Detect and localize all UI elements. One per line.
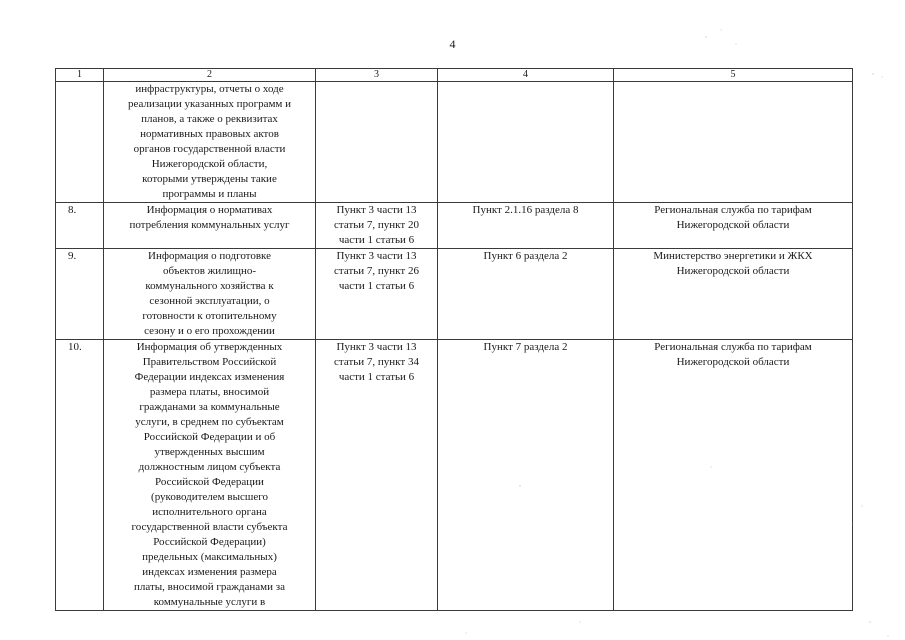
responsible-organization: Региональная служба по тарифам Нижегородской области xyxy=(614,340,853,611)
table-row xyxy=(56,82,853,203)
column-header-3: 3 xyxy=(316,69,438,82)
law-reference: Пункт 3 части 13 статьи 7, пункт 20 части 1 статьи 6 xyxy=(316,203,438,249)
row-number: 8. xyxy=(56,203,104,249)
info-description: Информация об утвержденных Правительством Российской Федерации индексах изменения размера платы, вносимой гражданами за коммунальные услуги, в среднем по субъектам Российской Федерации и об утвержденных высшим должностным лицом субъекта Российской Федерации (руководителем высшего исполнительного органа государственной власти субъекта Российской Федерации) предельных (максимальных) индексах изменения размера платы, вносимой гражданами за коммунальные услуги в xyxy=(104,340,316,611)
row-number: 10. xyxy=(56,340,104,611)
page-number: 4 xyxy=(449,37,456,51)
law-reference xyxy=(316,82,438,203)
section-reference: Пункт 7 раздела 2 xyxy=(438,340,614,611)
row-number: 9. xyxy=(56,249,104,340)
column-header-2: 2 xyxy=(104,69,316,82)
table-row xyxy=(56,340,853,611)
responsible-organization: Региональная служба по тарифам Нижегородской области xyxy=(614,203,853,249)
info-description: Информация о подготовке объектов жилищно- коммунального хозяйства к сезонной эксплуатации, о готовности к отопительному сезону и о его прохождении xyxy=(104,249,316,340)
section-reference: Пункт 2.1.16 раздела 8 xyxy=(438,203,614,249)
law-reference: Пункт 3 части 13 статьи 7, пункт 34 части 1 статьи 6 xyxy=(316,340,438,611)
column-header-5: 5 xyxy=(614,69,853,82)
table-row xyxy=(56,203,853,249)
law-reference: Пункт 3 части 13 статьи 7, пункт 26 части 1 статьи 6 xyxy=(316,249,438,340)
section-reference xyxy=(438,82,614,203)
info-description: Информация о нормативах потребления коммунальных услуг xyxy=(104,203,316,249)
table-row xyxy=(56,249,853,340)
responsible-organization xyxy=(614,82,853,203)
document-table xyxy=(55,68,853,611)
responsible-organization: Министерство энергетики и ЖКХ Нижегородской области xyxy=(614,249,853,340)
row-number xyxy=(56,82,104,203)
table-header-row xyxy=(56,69,853,82)
info-description: инфраструктуры, отчеты о ходе реализации указанных программ и планов, а также о реквизитах нормативных правовых актов органов государственной власти Нижегородской области, которыми утверждены такие программы и планы xyxy=(104,82,316,203)
column-header-1: 1 xyxy=(56,69,104,82)
column-header-4: 4 xyxy=(438,69,614,82)
section-reference: Пункт 6 раздела 2 xyxy=(438,249,614,340)
